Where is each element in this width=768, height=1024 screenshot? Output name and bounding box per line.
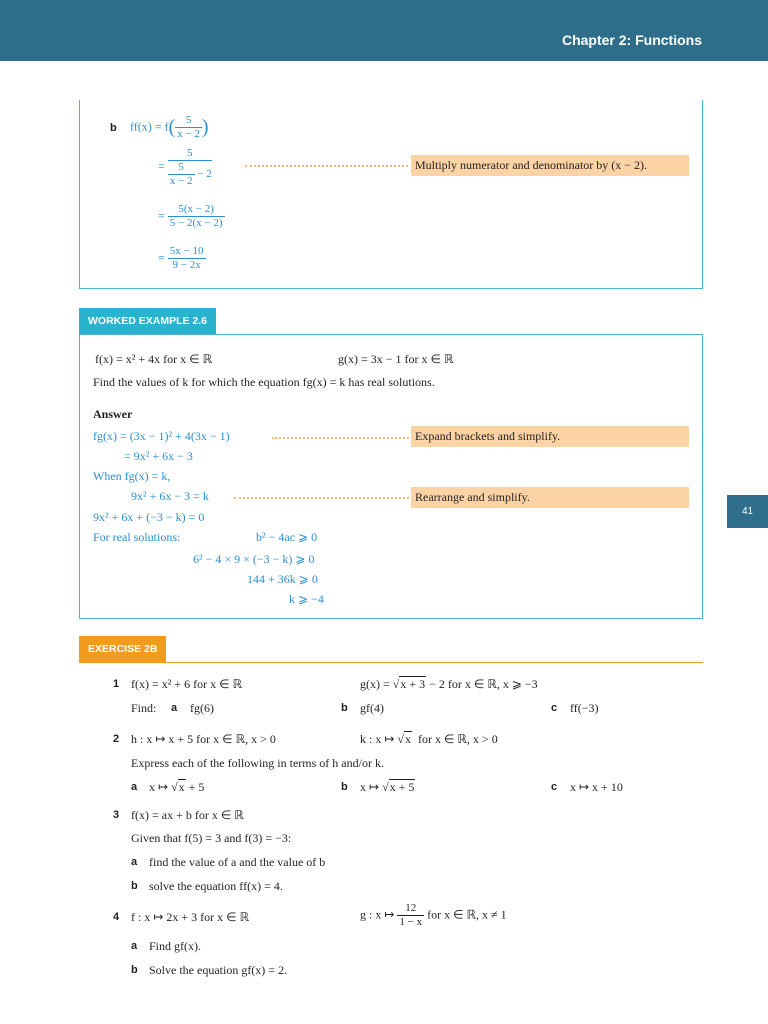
q4-g-den: 1 − x [399, 916, 423, 928]
eq-sign: = [158, 208, 165, 223]
answer-line-4: 9x² + 6x − 3 = k [131, 489, 209, 503]
chapter-title: Chapter 2: Functions [561, 32, 702, 48]
q1-a: fg(6) [190, 701, 214, 715]
q4-number: 4 [113, 911, 120, 923]
note1-leader [272, 437, 409, 439]
q3-f: f(x) = ax + b for x ∈ ℝ [131, 808, 244, 822]
q2-c: x ↦ x + 10 [570, 780, 623, 794]
q1-find: Find: [131, 701, 157, 715]
answer-heading: Answer [93, 407, 133, 421]
q4-g [360, 902, 507, 929]
q2-k-pre: k : x ↦ [360, 732, 395, 746]
q1-b-label: b [341, 702, 348, 714]
line1-lhs: ff(x) = f [130, 119, 169, 134]
q4-f: f : x ↦ 2x + 3 for x ∈ ℝ [131, 910, 250, 924]
part-label-b: b [110, 122, 117, 134]
note-multiply: Multiply numerator and denominator by (x − 2). [411, 155, 689, 176]
line2-inner-den: x − 2 [169, 175, 193, 187]
g-definition: g(x) = 3x − 1 for x ∈ ℝ [338, 352, 454, 366]
q2-c-label: c [551, 781, 558, 793]
q1-g-rad: x + 3 [400, 677, 426, 691]
prev-line-1: ff(x) = f( $\frac{5}{x - 2}$ ) [130, 114, 209, 140]
line2-inner-num: 5 [168, 161, 195, 175]
q2-b-rad: x + 5 [389, 780, 415, 794]
q2-k-post: for x ∈ ℝ, x > 0 [417, 732, 498, 746]
page-number: 41 [727, 495, 768, 528]
q2-a-post: + 5 [188, 780, 205, 794]
q2-b-pre: x ↦ [360, 780, 380, 794]
q4-g-pre: g : x ↦ [360, 907, 395, 922]
q1-f: f(x) = x² + 6 for x ∈ ℝ [131, 677, 243, 691]
q1-b: gf(4) [360, 701, 384, 715]
line1-den: x − 2 [177, 128, 200, 140]
q2-b-label: b [341, 781, 348, 793]
line4-num: 5x − 10 [169, 245, 204, 257]
header-bar [0, 0, 768, 61]
q4-a: Find gf(x). [149, 939, 201, 953]
q4-b: Solve the equation gf(x) = 2. [149, 963, 288, 977]
line2-num: 5 [168, 146, 212, 161]
q4-g-post: for x ∈ ℝ, x ≠ 1 [427, 907, 507, 922]
q1-g-pre: g(x) = [360, 677, 390, 691]
answer-line-6a: For real solutions: [93, 530, 181, 544]
line2-tail: − 2 [197, 168, 212, 181]
answer-line-6b: b² − 4ac ⩾ 0 [256, 530, 318, 544]
answer-line-5: 9x² + 6x + (−3 − k) = 0 [93, 510, 205, 524]
q2-a-pre: x ↦ [149, 780, 169, 794]
q1-a-label: a [171, 702, 178, 714]
line4-den: 9 − 2x [172, 259, 201, 271]
q3-given: Given that f(5) = 3 and f(3) = −3: [131, 831, 292, 845]
q1-g-post: − 2 for x ∈ ℝ, x ⩾ −3 [429, 677, 538, 691]
eq-sign: = [158, 158, 165, 173]
line3-den: 5 − 2(x − 2) [169, 217, 223, 229]
q4-b-label: b [131, 964, 138, 976]
prev-line-3 [158, 203, 225, 230]
q1-c: ff(−3) [570, 701, 599, 715]
q3-a-label: a [131, 856, 138, 868]
worked-example-label: WORKED EXAMPLE 2.6 [79, 308, 216, 334]
note-leader [245, 165, 408, 167]
q2-b: x ↦ √x + 5 [360, 780, 415, 794]
q2-a-rad: x [178, 780, 185, 794]
q4-a-label: a [131, 940, 138, 952]
q2-k-rad: x [404, 732, 411, 746]
answer-line-8: 144 + 36k ⩾ 0 [247, 572, 318, 586]
q3-number: 3 [113, 809, 120, 821]
q2-k: k : x ↦ √x for x ∈ ℝ, x > 0 [360, 732, 498, 746]
q2-instruction: Express each of the following in terms of h and/or k. [131, 756, 384, 770]
line3-num: 5(x − 2) [168, 203, 225, 217]
prev-line-2 [158, 146, 212, 188]
note2-leader [234, 497, 409, 499]
f-definition: f(x) = x² + 4x for x ∈ ℝ [95, 352, 213, 366]
answer-line-9: k ⩾ −4 [289, 592, 324, 606]
q4-g-num: 12 [397, 902, 424, 916]
q1-g: g(x) = √x + 3 − 2 for x ∈ ℝ, x ⩾ −3 [360, 677, 538, 691]
q1-number: 1 [113, 678, 120, 690]
q2-number: 2 [113, 733, 120, 745]
prev-line-4 [158, 245, 206, 272]
q3-b: solve the equation ff(x) = 4. [149, 879, 283, 893]
note-expand: Expand brackets and simplify. [411, 426, 689, 447]
q3-b-label: b [131, 880, 138, 892]
q2-h: h : x ↦ x + 5 for x ∈ ℝ, x > 0 [131, 732, 276, 746]
q2-a: x ↦ √x + 5 [149, 780, 205, 794]
answer-line-1: fg(x) = (3x − 1)² + 4(3x − 1) [93, 429, 230, 443]
answer-line-3: When fg(x) = k, [93, 469, 171, 483]
exercise-label: EXERCISE 2B [79, 636, 166, 662]
q2-a-label: a [131, 781, 138, 793]
line1-num: 5 [175, 114, 202, 128]
question-text: Find the values of k for which the equation fg(x) = k has real solutions. [93, 375, 435, 389]
answer-line-7: 6² − 4 × 9 × (−3 − k) ⩾ 0 [193, 552, 315, 566]
q3-a: find the value of a and the value of b [149, 855, 326, 869]
q1-c-label: c [551, 702, 558, 714]
eq-sign: = [158, 250, 165, 265]
note-rearrange: Rearrange and simplify. [411, 487, 689, 508]
answer-line-2: = 9x² + 6x − 3 [124, 449, 193, 463]
exercise-rule [79, 662, 703, 663]
